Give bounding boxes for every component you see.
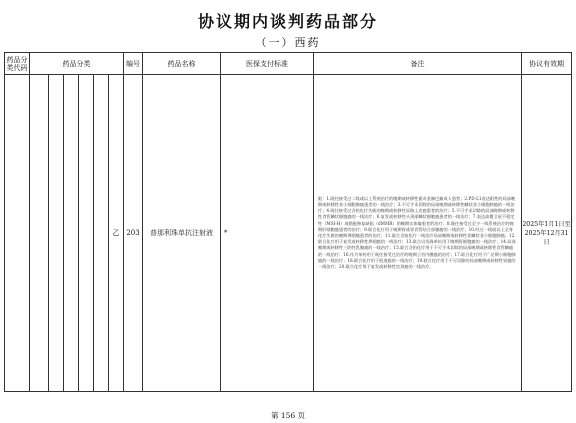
cell-remark: 限：1.既往接受过二线或以上系统治疗的晚期或转移性霍奇金淋巴瘤成人患者；2.PD-L1表达阳性的局部晚期或转移性非小细胞肺癌患者的一线治疗；3.不可手术切除的局部晚期或转移性鳞状非小细胞肺癌的一线治疗；4.既往接受过含铂化疗失败的晚期或转移性尿路上皮癌患者的治疗；5.不可手术切除的局部晚期或转移性食管鳞状细胞癌的一线治疗；6.复发或转移性头颈部鳞状细胞癌患者的一线治疗；7.表达高微卫星不稳定性（MSI-H）或错配修复缺陷（dMMR）的晚期实体瘤患者的治疗；8.既往接受过至少一线系统治疗的晚期肝细胞癌患者的治疗；9.联合化疗用于晚期胃或胃食管结合部腺癌的一线治疗；10.经过一线或以上全身化疗失败的晚期鼻咽癌患者的治疗；11.联合含铂化疗一线治疗局部晚期或转移性非鳞状非小细胞肺癌；12.联合化疗用于复发或转移性鼻咽癌的一线治疗；13.联合贝伐珠单抗用于晚期肝细胞癌的一线治疗；14.局部晚期或转移性三阴性乳腺癌的一线治疗；15.联合含铂化疗用于不可手术切除的局部晚期或转移性食管鳞癌的一线治疗；16.作为单药用于既往接受过治疗的晚期子宫内膜癌的治疗；17.联合化疗用于广泛期小细胞肺癌的一线治疗；18.联合化疗用于胆道癌的一线治疗；19.联合化疗用于不可切除的局部晚期或转移性胃癌的一线治疗；20.联合化疗用于复发或转移性宫颈癌的一线治疗。	[314, 75, 522, 392]
drug-table	[4, 52, 572, 392]
section-subtitle: （一）西药	[255, 36, 321, 49]
table-row	[5, 75, 572, 392]
cell-period: 2025年1月1日至2025年12月31日	[522, 75, 572, 392]
page-title: 协议期内谈判药品部分	[197, 12, 378, 31]
header-period: 协议有效期	[522, 53, 572, 75]
cell-category-2	[49, 75, 64, 392]
header-category: 药品分类	[30, 53, 124, 75]
header-remark: 备注	[314, 53, 522, 75]
cell-class-mark: 乙	[109, 75, 124, 392]
page-number: 第 156 页	[270, 411, 306, 420]
cell-drug-name: 普那利珠单抗注射液	[143, 75, 221, 392]
cell-category-1	[30, 75, 49, 392]
cell-category-4	[79, 75, 94, 392]
cell-payment: *	[221, 75, 314, 392]
cell-number: 203	[124, 75, 143, 392]
cell-category-3	[64, 75, 79, 392]
header-name: 药品名称	[143, 53, 221, 75]
cell-category-5	[94, 75, 109, 392]
cell-code	[5, 75, 30, 392]
header-payment: 医保支付标准	[221, 53, 314, 75]
header-code: 药品分类代码	[5, 53, 30, 75]
table-header-row	[5, 53, 572, 75]
header-number: 编号	[124, 53, 143, 75]
